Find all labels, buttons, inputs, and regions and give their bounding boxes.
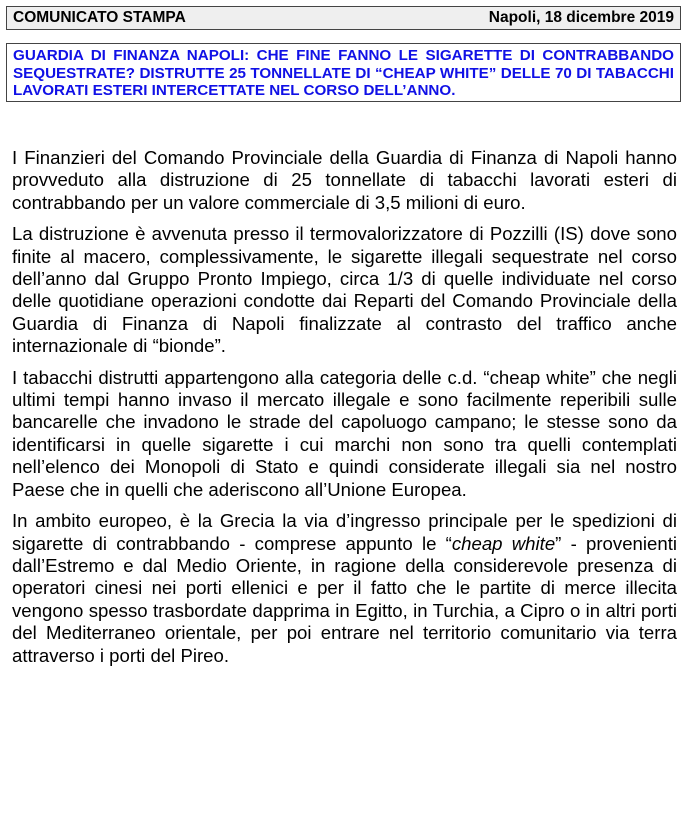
paragraph-4-start: In ambito europeo, è la Grecia la via d’ingresso principale per le spedizioni di sigarette di contrabbando - comprese appunto le “	[12, 510, 677, 554]
paragraph-4	[12, 510, 677, 667]
paragraph-1: I Finanzieri del Comando Provinciale della Guardia di Finanza di Napoli hanno provveduto alla distruzione di 25 tonnellate di tabacchi lavorati esteri di contrabbando per un valore commerciale di 3,5 milioni di euro.	[12, 147, 677, 213]
article-body	[12, 147, 677, 676]
paragraph-2: La distruzione è avvenuta presso il termovalorizzatore di Pozzilli (IS) dove sono finite al macero, complessivamente, le sigarette illegali sequestrate nel corso dell’anno dal Gruppo Pronto Impiego, circa 1/3 di quelle individuate nel corso delle quotidiane operazioni condotte dai Reparti del Comando Provinciale della Guardia di Finanza di Napoli finalizzate al contrasto del traffico anche internazionale di “bionde”.	[12, 223, 677, 357]
document-type-label: COMUNICATO STAMPA	[13, 9, 186, 26]
headline-text: GUARDIA DI FINANZA NAPOLI: CHE FINE FANNO LE SIGARETTE DI CONTRABBANDO SEQUESTRATE? DISTRUTTE 25 TONNELLATE DI “CHEAP WHITE” DELLE 70 DI TABACCHI LAVORATI ESTERI INTERCETTATE NEL CORSO DELL’ANNO.	[13, 47, 674, 99]
headline-box	[6, 43, 681, 102]
dateline: Napoli, 18 dicembre 2019	[488, 9, 674, 26]
paragraph-3: I tabacchi distrutti appartengono alla categoria delle c.d. “cheap white” che negli ultimi tempi hanno invaso il mercato illegale e sono facilmente reperibili sulle bancarelle che invadono le strade del capoluogo campano; le stesse sono da identificarsi in quelle sigarette i cui marchi non sono tra quelli contemplati nell’elenco dei Monopoli di Stato e quindi considerate illegali sia nel nostro Paese che in quelli che aderiscono all’Unione Europea.	[12, 366, 677, 500]
press-release-header	[6, 6, 681, 30]
paragraph-4-italic: cheap white	[451, 532, 556, 554]
paragraph-4-end: ” - provenienti dall’Estremo e dal Medio Oriente, in ragione della considerevole presenza di operatori cinesi nei porti ellenici e per il fatto che le partite di merce illecita vengono spesso trasbordate dapprima in Egitto, in Turchia, a Cipro o in altri porti del Mediterraneo orientale, per poi entrare nel territorio comunitario via terra attraverso i porti del Pireo.	[12, 532, 677, 666]
